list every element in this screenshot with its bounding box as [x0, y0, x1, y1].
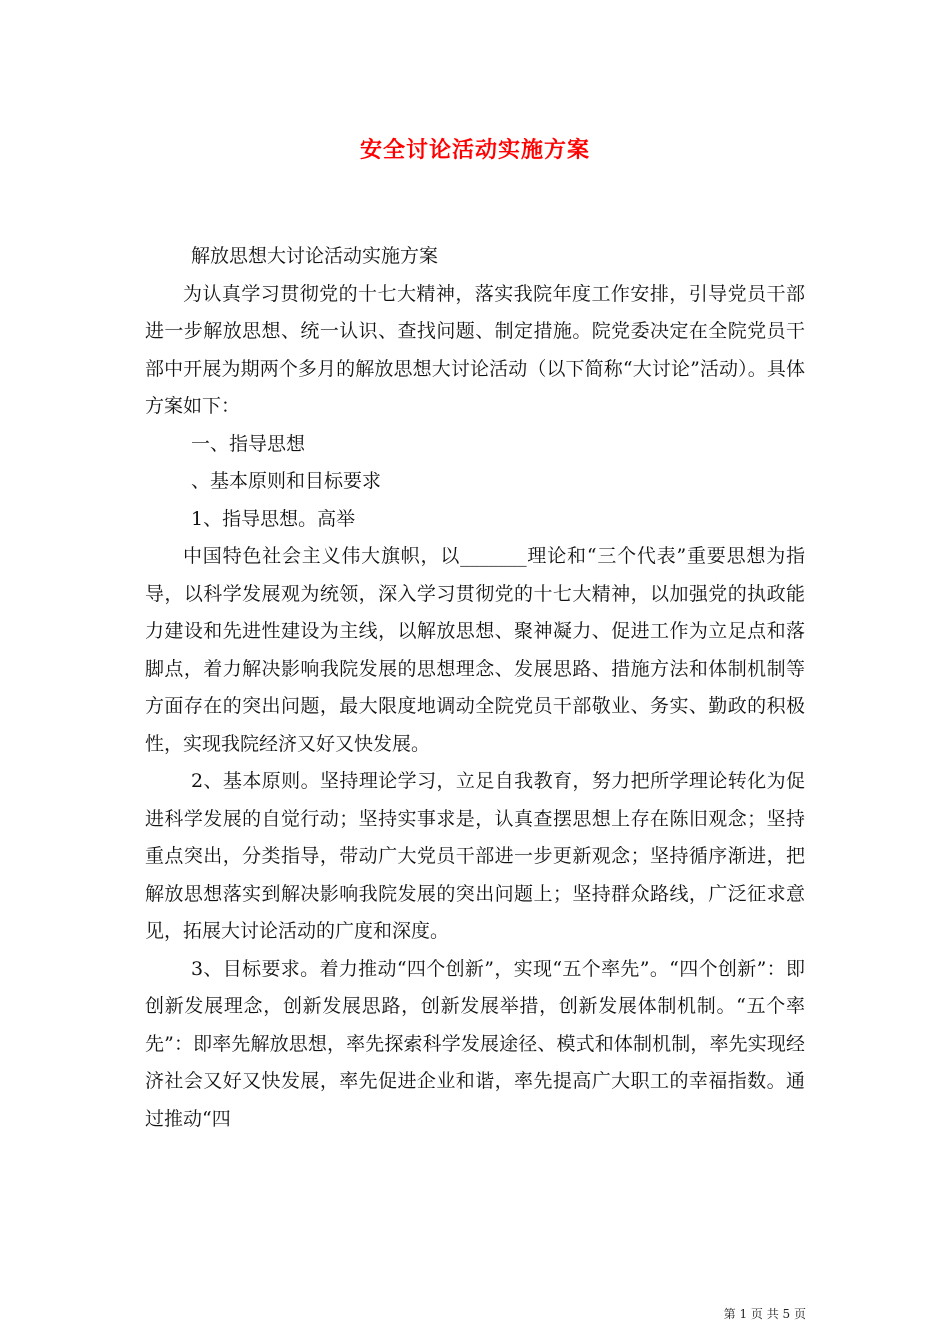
- page-number: 第 1 页 共 5 页: [723, 1307, 806, 1321]
- document-title: 安全讨论活动实施方案: [359, 137, 590, 163]
- document-body: [145, 238, 805, 1138]
- subtitle-paragraph: 解放思想大讨论活动实施方案: [191, 245, 439, 267]
- section-heading-continued: 、基本原则和目标要求: [191, 470, 382, 492]
- guiding-thought-lead: 1、指导思想。高举: [191, 507, 356, 530]
- goals-paragraph: 3、目标要求。着力推动“四个创新”，实现“五个率先”。“四个创新”：即创新发展理念，创新发展思路，创新发展举措，创新发展体制机制。“五个率先”：即率先解放思想，率先探索科学发展途径、模式和体制机制，率先实现经济社会又好又快发展，率先促进企业和谐，率先提高广大职工的幸福指数。通过推动“四: [145, 957, 805, 1130]
- intro-paragraph: 为认真学习贯彻党的十七大精神，落实我院年度工作安排，引导党员干部进一步解放思想、统一认识、查找问题、制定措施。院党委决定在全院党员干部中开展为期两个多月的解放思想大讨论活动（以下简称“大讨论”活动）。具体方案如下：: [145, 282, 805, 417]
- guiding-thought-paragraph: 中国特色社会主义伟大旗帜，以_______理论和“三个代表”重要思想为指导，以科学发展观为统领，深入学习贯彻党的十七大精神，以加强党的执政能力建设和先进性建设为主线，以解放思想、聚神凝力、促进工作为立足点和落脚点，着力解决影响我院发展的思想理念、发展思路、措施方法和体制机制等方面存在的突出问题，最大限度地调动全院党员干部敬业、务实、勤政的积极性，实现我院经济又好又快发展。: [145, 545, 805, 755]
- basic-principles-paragraph: 2、基本原则。坚持理论学习，立足自我教育，努力把所学理论转化为促进科学发展的自觉行动；坚持实事求是，认真查摆思想上存在陈旧观念；坚持重点突出，分类指导，带动广大党员干部进一步更新观念；坚持循序渐进，把解放思想落实到解决影响我院发展的突出问题上；坚持群众路线，广泛征求意见，拓展大讨论活动的广度和深度。: [145, 770, 805, 942]
- section-heading: 一、指导思想: [191, 432, 306, 455]
